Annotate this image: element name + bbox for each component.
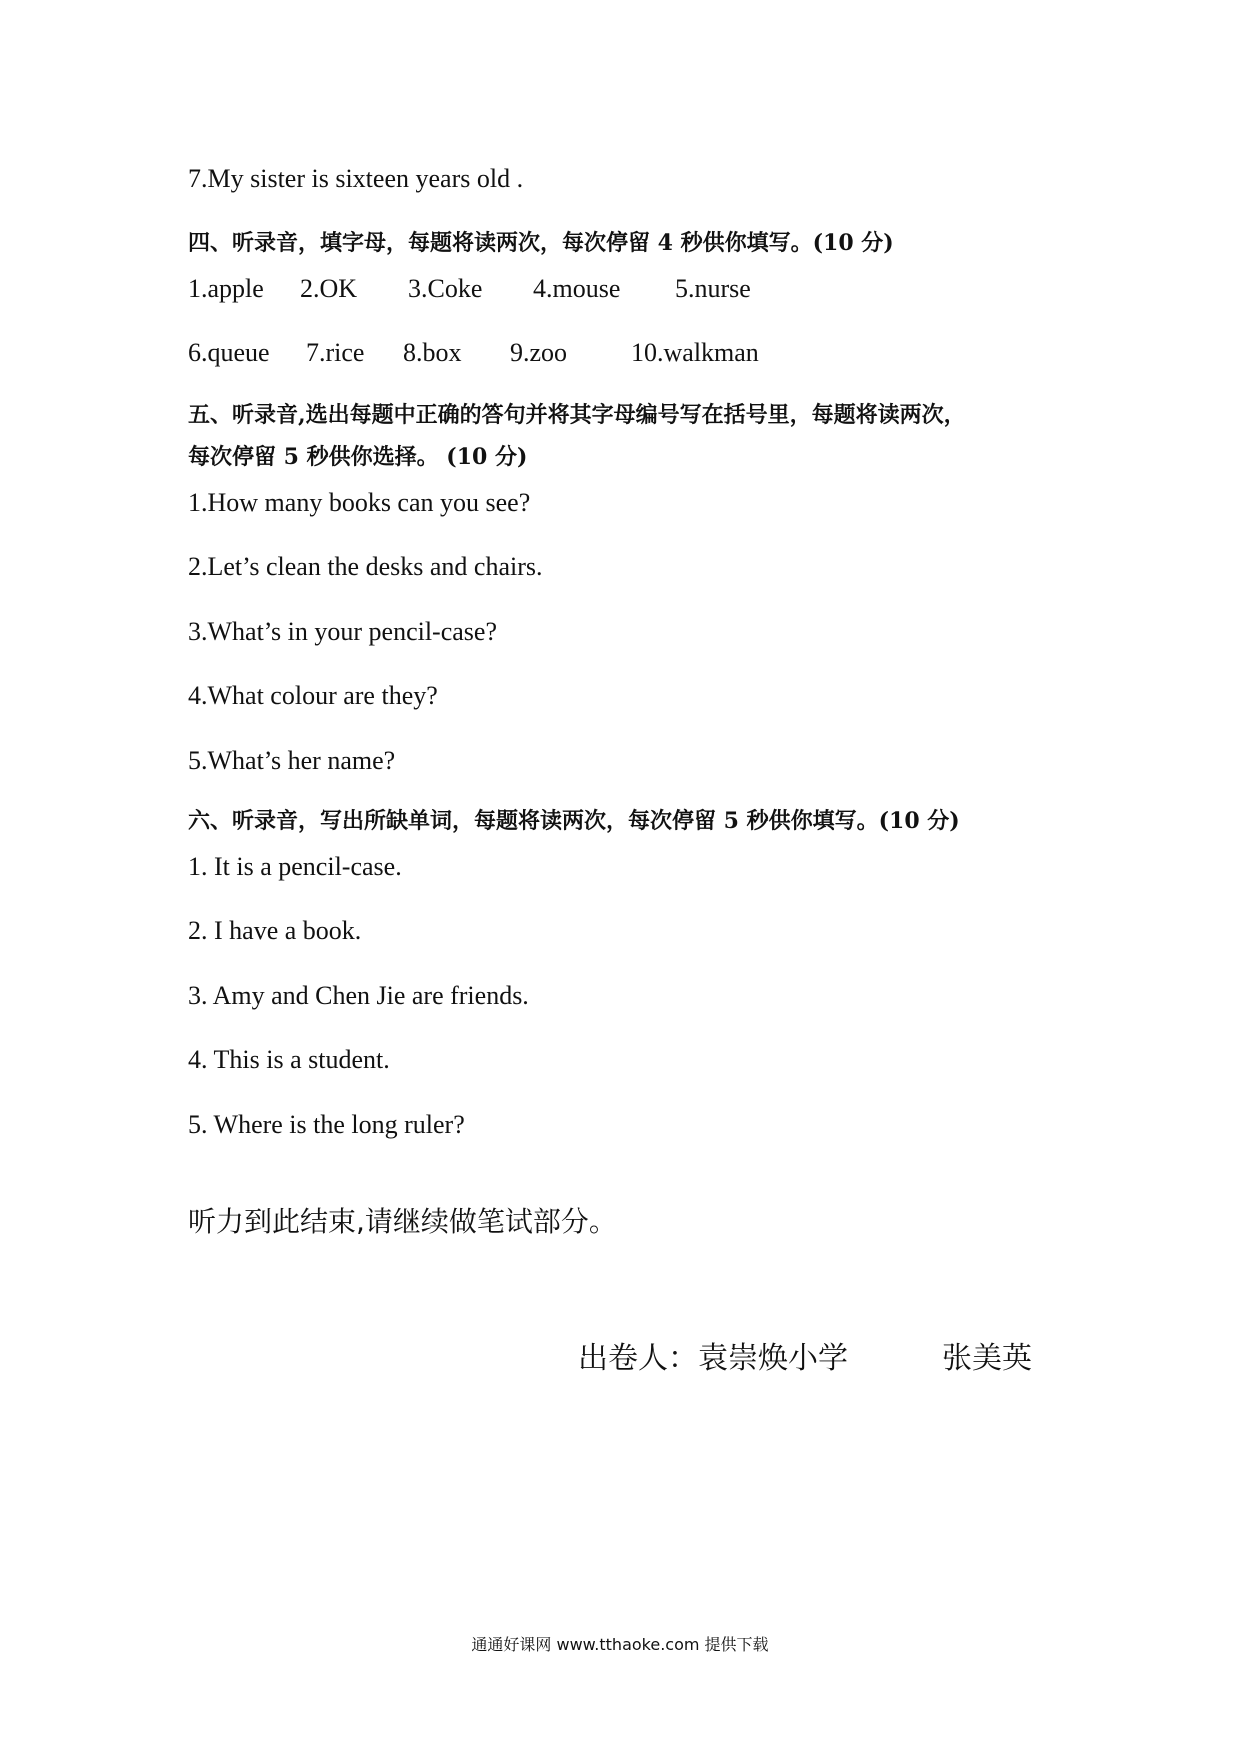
section5-item-5: 5.What’s her name?: [188, 746, 396, 775]
section4-word-4: 4.mouse: [533, 274, 621, 303]
section6-item-1: 1. It is a pencil-case.: [188, 852, 402, 881]
section5-item-2: 2.Let’s clean the desks and chairs.: [188, 552, 543, 581]
section4-word-8: 8.box: [403, 338, 462, 367]
section4-word-5: 5.nurse: [675, 274, 751, 303]
section6-heading: 六、听录音，写出所缺单词，每题将读两次，每次停留 5 秒供你填写。(10 分): [188, 808, 960, 834]
section4-word-9: 9.zoo: [510, 338, 568, 367]
section4-word-3: 3.Coke: [408, 274, 483, 303]
section3-item-7: 7.My sister is sixteen years old .: [188, 164, 524, 193]
section6-item-2: 2. I have a book.: [188, 916, 362, 945]
section6-item-3: 3. Amy and Chen Jie are friends.: [188, 981, 529, 1010]
section4-word-6: 6.queue: [188, 338, 270, 367]
author-name: 张美英: [942, 1341, 1032, 1376]
section4-word-2: 2.OK: [300, 274, 358, 303]
section4-word-10: 10.walkman: [631, 338, 759, 367]
section5-heading-line-1: 五、听录音,选出每题中正确的答句并将其字母编号写在括号里，每题将读两次，: [188, 402, 966, 428]
section5-heading-line-2: 每次停留 5 秒供你选择。 (10 分): [188, 444, 528, 470]
section6-item-4: 4. This is a student.: [188, 1045, 390, 1074]
listening-end-note: 听力到此结束,请继续做笔试部分。: [188, 1205, 617, 1238]
section4-word-1: 1.apple: [188, 274, 264, 303]
section5-item-1: 1.How many books can you see?: [188, 488, 531, 517]
author-label: 出卷人：袁崇焕小学: [578, 1341, 848, 1376]
section5-item-4: 4.What colour are they?: [188, 681, 438, 710]
section5-item-3: 3.What’s in your pencil-case?: [188, 617, 497, 646]
section4-heading: 四、听录音，填字母，每题将读两次，每次停留 4 秒供你填写。(10 分): [188, 230, 894, 256]
section6-item-5: 5. Where is the long ruler?: [188, 1110, 465, 1139]
section4-word-7: 7.rice: [306, 338, 365, 367]
footer-source: 通通好课网 www.tthaoke.com 提供下载: [471, 1635, 769, 1654]
